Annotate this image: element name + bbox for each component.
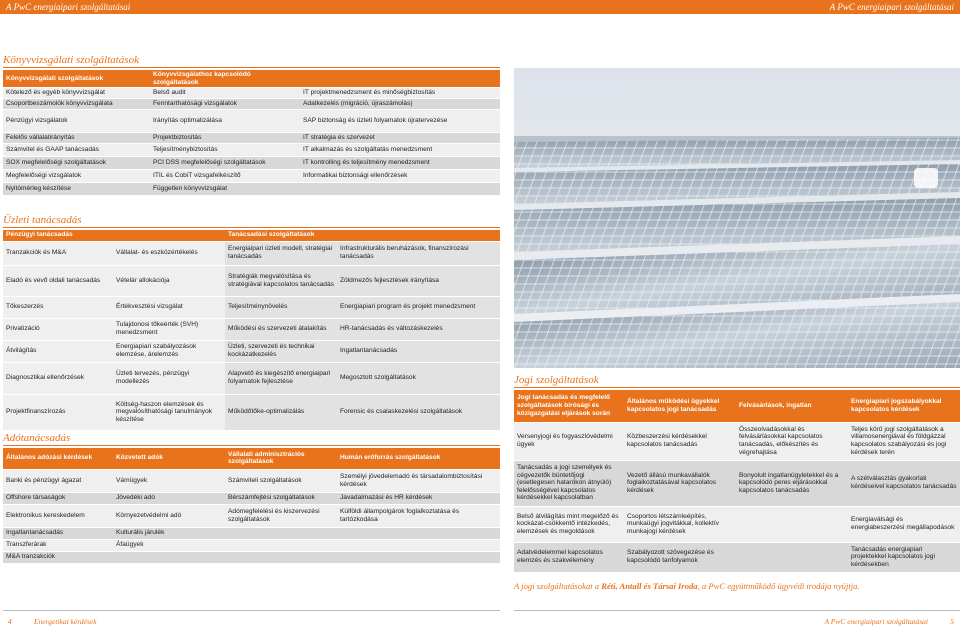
legal-cell: Belső átvilágítás mint megelőző és kockázat-csökkentő intézkedés, elemzések és megoldások	[514, 506, 624, 542]
table-row	[3, 110, 500, 133]
legal-header-row	[514, 390, 960, 422]
audit-cell	[300, 183, 500, 196]
table-row	[3, 318, 500, 340]
audit-head-1: Könyvvizsgálati szolgáltatások	[3, 70, 150, 88]
business-cell: Forensic és csalaskezelési szolgáltatások	[337, 394, 500, 430]
audit-cell: Irányítás optimalizálása	[150, 110, 300, 133]
solar-panel-photo	[514, 68, 960, 368]
advisory-cell	[225, 551, 337, 563]
advisory-cell: Offshore társaságok	[3, 492, 113, 504]
table-row	[3, 88, 500, 99]
business-cell: Energiapiari szabályozások elemzése, árelemzés	[113, 340, 225, 362]
audit-cell: Projektbiztosítás	[150, 133, 300, 144]
audit-cell: Megfelelőségi vizsgálatok	[3, 170, 150, 183]
table-row	[3, 157, 500, 170]
table-row	[3, 539, 500, 551]
business-cell: Működőtőke-optimalizálás	[225, 394, 337, 430]
solar-panel-image	[514, 68, 960, 368]
business-cell: Privatizáció	[3, 318, 113, 340]
caption-post: , a PwC együttműködő ügyvédi irodája nyújtja.	[697, 581, 860, 591]
table-row	[514, 542, 960, 572]
business-cell: Stratégiák megvalósítása és stratégiával kapcsolatos tanácsadás	[225, 265, 337, 296]
header-right-title: A PwC energiaipari szolgáltatásai	[829, 2, 954, 12]
advisory-cell	[113, 551, 225, 563]
advisory-cell: Jövedéki adó	[113, 492, 225, 504]
business-cell: Zöldmezős fejlesztések irányítása	[337, 265, 500, 296]
table-row	[3, 99, 500, 110]
table-row	[3, 265, 500, 296]
table-row	[3, 144, 500, 157]
table-row	[3, 340, 500, 362]
advisory-cell: Banki és pénzügyi ágazat	[3, 469, 113, 492]
legal-cell: A szétválasztás gyakorlati kérdéseivel kapcsolatos tanácsadás	[848, 460, 960, 506]
footer-left-text: Energetikai kérdések	[34, 617, 97, 626]
business-cell: Üzleti tervezés, pénzügyi modellezés	[113, 362, 225, 394]
advisory-cell: Számviteli szolgáltatások	[225, 469, 337, 492]
advisory-cell	[225, 539, 337, 551]
advisory-cell: Ingatlantanácsadás	[3, 527, 113, 539]
legal-cell: Közbeszerzési kérdésekkel kapcsolatos tanácsadás	[624, 422, 736, 460]
audit-cell: Számvitel és GAAP tanácsadás	[3, 144, 150, 157]
business-section-title: Üzleti tanácsadás	[3, 214, 82, 226]
legal-table	[514, 390, 960, 573]
business-cell: Energiaipari üzleti modell, stratégiai tanácsadás	[225, 241, 337, 265]
advisory-cell	[225, 527, 337, 539]
table-row	[3, 492, 500, 504]
business-cell: Működési és szervezeti átalakítás	[225, 318, 337, 340]
advisory-head-3: Vállalati adminisztrációs szolgáltatások	[225, 448, 337, 469]
audit-cell: IT alkalmazás és szolgáltatás menedzsment	[300, 144, 500, 157]
business-header-row	[3, 230, 500, 241]
legal-head-1: Jogi tanácsadás és megfelelő szolgáltatások bírósági és közigazgatási eljárások során	[514, 390, 624, 422]
legal-cell: Energiaválsági és energiabeszerzési megállapodások	[848, 506, 960, 542]
business-cell: Infrastrukturális beruházások, finanszírozási tanácsadás	[337, 241, 500, 265]
business-cell: Energiapiari program és projekt menedzsment	[337, 296, 500, 318]
advisory-cell: Környezetvédelmi adó	[113, 504, 225, 527]
business-rule	[3, 227, 500, 228]
legal-cell: Tanácsadás energiapiari projektekkel kapcsolatos jogi kérdésekben	[848, 542, 960, 572]
business-cell: Teljesítménynövelés	[225, 296, 337, 318]
advisory-rule	[3, 445, 500, 446]
advisory-head-4: Humán erőforrás szolgáltatások	[337, 448, 500, 469]
business-cell: Eladó és vevő oldali tanácsadás	[3, 265, 113, 296]
legal-cell: Tanácsadás a jogi személyek és cégvezetők büntetőjogi (esetlegesen hatarókon átnyúló) felelősségével kapcsolatos kérdésekkel kapcsolatban	[514, 460, 624, 506]
audit-cell: Fenntarthatósági vizsgálatok	[150, 99, 300, 110]
audit-cell: Csoportbeszámolók könyvvizsgálata	[3, 99, 150, 110]
legal-cell: Versenyjogi és fogyasztóvédelmi ügyek	[514, 422, 624, 460]
audit-cell: Adatkezelés (migráció, újraszámolás)	[300, 99, 500, 110]
advisory-head-1: Általános adózási kérdések	[3, 448, 113, 469]
audit-cell: Informatikai biztonsági ellenőrzések	[300, 170, 500, 183]
advisory-cell: Személyi jövedelemadó és társadalombiztosítási kérdések	[337, 469, 500, 492]
caption-firm: Réti, Antall és Társai Iroda	[601, 581, 698, 591]
business-cell: Ingatlantanácsadás	[337, 340, 500, 362]
audit-table	[3, 70, 500, 196]
audit-head-3	[300, 70, 500, 88]
advisory-cell: Bérszámfejtési szolgáltatások	[225, 492, 337, 504]
legal-cell: Vezető állású munkavállalók foglalkoztatásával kapcsolatos kérdések	[624, 460, 736, 506]
legal-cell	[736, 506, 848, 542]
table-row	[3, 469, 500, 492]
business-table	[3, 230, 500, 431]
table-row	[3, 394, 500, 430]
business-head-3: Tanácsadási szolgáltatások	[225, 230, 337, 241]
business-cell: Értékvesztési vizsgálat	[113, 296, 225, 318]
advisory-cell	[337, 527, 500, 539]
advisory-cell: Vámügyek	[113, 469, 225, 492]
business-cell: Alapvető és kiegészítő energiaipari folyamatok fejlesztése	[225, 362, 337, 394]
advisory-cell: Külföldi állampolgárok foglalkoztatása és tartózkodása	[337, 504, 500, 527]
table-row	[3, 170, 500, 183]
header-bar	[0, 0, 960, 14]
advisory-cell	[337, 551, 500, 563]
advisory-header-row	[3, 448, 500, 469]
audit-cell: Teljesítménybiztosítás	[150, 144, 300, 157]
table-row	[3, 527, 500, 539]
business-head-2	[113, 230, 225, 241]
footer-rule-left	[3, 610, 500, 611]
business-cell: Diagnosztikai ellenőrzések	[3, 362, 113, 394]
legal-caption	[514, 581, 860, 591]
table-row	[514, 506, 960, 542]
audit-cell: ITIL és CobiT vizsgafelkészítő	[150, 170, 300, 183]
legal-head-3: Felvásárlások, ingatlan	[736, 390, 848, 422]
table-row	[514, 460, 960, 506]
advisory-cell: Kulturális járulék	[113, 527, 225, 539]
audit-section-title: Könyvvizsgálati szolgáltatások	[3, 54, 139, 66]
business-cell: Megosztott szolgáltatások	[337, 362, 500, 394]
audit-cell: SOX megfelelőségi szolgáltatások	[3, 157, 150, 170]
table-row	[514, 422, 960, 460]
advisory-cell: Áfaügyek	[113, 539, 225, 551]
advisory-cell: Adómegfelelési és kiszervezési szolgáltatások	[225, 504, 337, 527]
table-row	[3, 551, 500, 563]
audit-cell: Nyitómérleg készítése	[3, 183, 150, 196]
business-cell: Vételár allokációja	[113, 265, 225, 296]
business-cell: Tranzakciók és M&A	[3, 241, 113, 265]
audit-cell: IT stratégia és szervezet	[300, 133, 500, 144]
advisory-cell: Javadalmazási és HR kérdések	[337, 492, 500, 504]
footer-right-text: A PwC energiaipari szolgáltatásai	[824, 617, 928, 626]
legal-head-4: Energiapiari jogszabályokkal kapcsolatos kérdések	[848, 390, 960, 422]
advisory-table	[3, 448, 500, 564]
table-row	[3, 183, 500, 196]
footer-rule-right	[514, 610, 960, 611]
caption-pre: A jogi szolgáltatásokat a	[514, 581, 602, 591]
audit-header-row	[3, 70, 500, 88]
advisory-cell: Transzferárak	[3, 539, 113, 551]
audit-head-2: Könyvvizsgálathoz kapcsolódó szolgáltatások	[150, 70, 300, 88]
audit-cell: IT projektmenedzsment és minőségbiztosítás	[300, 88, 500, 99]
audit-cell: IT kontrolling és teljesítmény menedzsment	[300, 157, 500, 170]
legal-rule	[514, 387, 960, 388]
audit-cell: Kötelező és egyéb könyvvizsgálat	[3, 88, 150, 99]
legal-cell: Adatvédelemmel kapcsolatos elemzés és szakvélemény	[514, 542, 624, 572]
audit-cell: PCI DSS megfelelőségi szolgáltatások	[150, 157, 300, 170]
table-row	[3, 362, 500, 394]
business-cell: Költség-haszon elemzések és megvalósíthatósági tanulmányok készítése	[113, 394, 225, 430]
audit-cell: SAP biztonság és üzleti folyamatok újratervezése	[300, 110, 500, 133]
advisory-cell: M&A tranzakciók	[3, 551, 113, 563]
advisory-cell: Elektronikus kereskedelem	[3, 504, 113, 527]
business-cell: Tulajdonosi tőkeérték (SVH) menedzsment	[113, 318, 225, 340]
business-cell: Projektfinanszírozás	[3, 394, 113, 430]
business-cell: Vállalat- és eszközértékelés	[113, 241, 225, 265]
footer-right-page-number: 5	[950, 617, 954, 626]
audit-cell: Független könyvvizsgálat	[150, 183, 300, 196]
table-row	[3, 133, 500, 144]
audit-cell: Pénzügyi vizsgálatok	[3, 110, 150, 133]
footer-left-page-number: 4	[8, 617, 12, 626]
advisory-section-title: Adótanácsadás	[3, 432, 71, 444]
table-row	[3, 241, 500, 265]
advisory-head-2: Közvetett adók	[113, 448, 225, 469]
table-row	[3, 296, 500, 318]
business-cell: Üzleti, szervezeti és technikai kockázatkezelés	[225, 340, 337, 362]
business-cell: Tőkeszerzés	[3, 296, 113, 318]
legal-cell: Teljes körű jogi szolgáltatások a villamosenergiával és földgázzal kapcsolatos szabályozási és jogi kérdések terén	[848, 422, 960, 460]
business-cell: HR-tanácsadás és változáskezelés	[337, 318, 500, 340]
header-left-title: A PwC energiaipari szolgáltatásai	[6, 2, 131, 12]
business-head-1: Pénzügyi tanácsadás	[3, 230, 113, 241]
audit-cell: Belső audit	[150, 88, 300, 99]
legal-cell: Szabályozott szövegezése és kapcsolódó tanfolyamok	[624, 542, 736, 572]
legal-head-2: Általános működési ügyekkel kapcsolatos jogi tanácsadás	[624, 390, 736, 422]
legal-cell	[736, 542, 848, 572]
legal-cell: Bonyolult ingatlanügyletekkel és a kapcsolódó peres eljárásokkal kapcsolatos tanácsadás	[736, 460, 848, 506]
audit-cell: Felelős vállalatirányítás	[3, 133, 150, 144]
legal-cell: Összeolvadásokkal és felvásárlásokkal kapcsolatos tanácsadás, előkészítés és végrehajtása	[736, 422, 848, 460]
audit-rule	[3, 67, 500, 68]
table-row	[3, 504, 500, 527]
business-head-4	[337, 230, 500, 241]
business-cell: Átvilágítás	[3, 340, 113, 362]
advisory-cell	[337, 539, 500, 551]
legal-section-title: Jogi szolgáltatások	[514, 374, 599, 386]
legal-cell: Csoportos létszámleépítés, munkaügyi jogvitákkal, kollektív munkajogi kérdések	[624, 506, 736, 542]
